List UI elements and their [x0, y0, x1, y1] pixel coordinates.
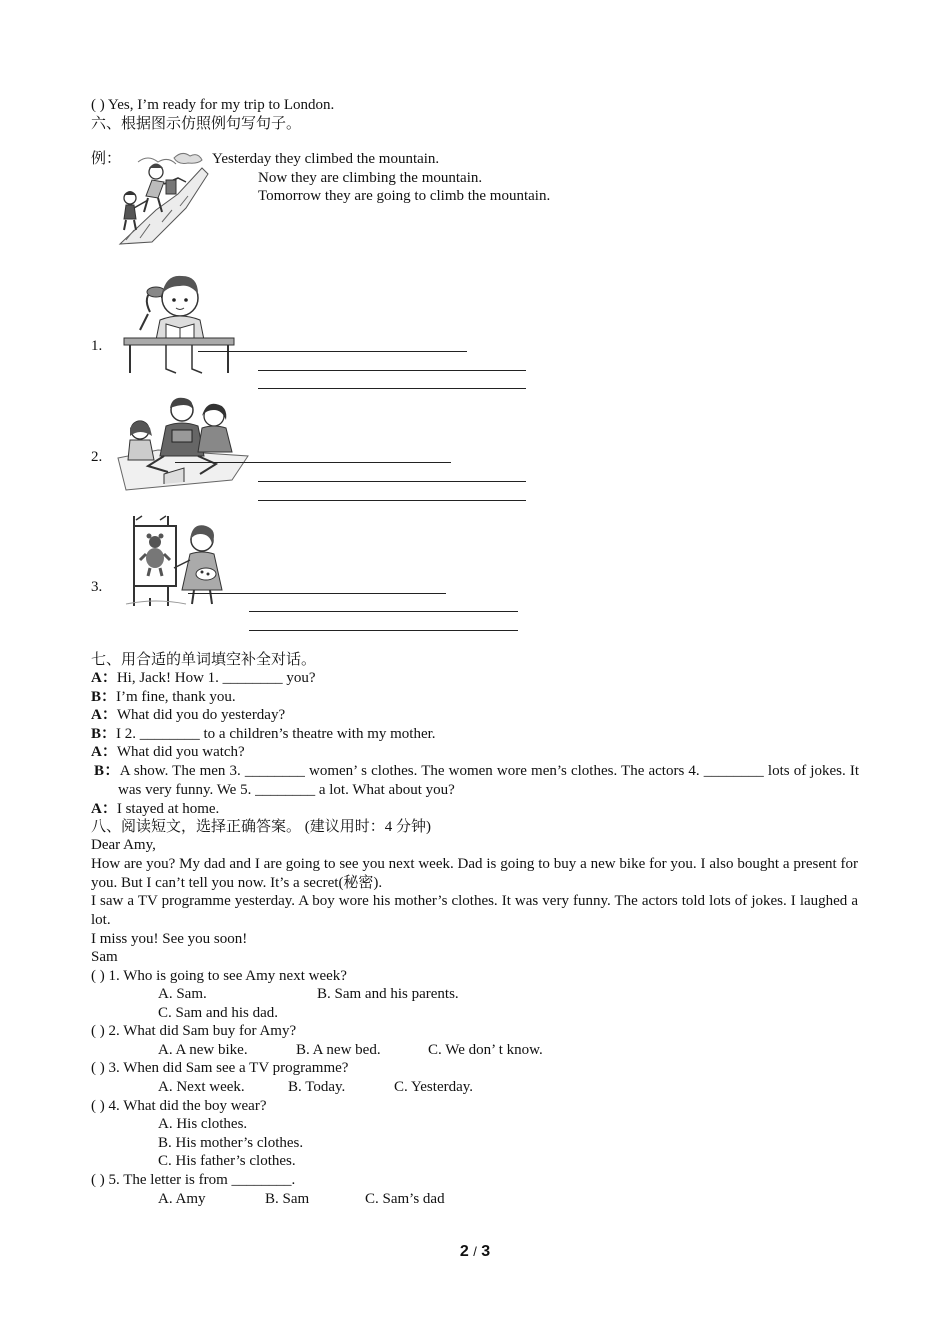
dialogue-line-1 — [91, 669, 316, 687]
question-2: ( ) 2. What did Sam buy for Amy? — [91, 1023, 297, 1039]
dialogue-text: Hi, Jack! How 1. ________ you? — [116, 670, 316, 686]
option-2a[interactable]: A. A new bike. — [158, 1042, 248, 1058]
page-separator: / — [473, 1244, 477, 1259]
example-label: 例： — [91, 151, 122, 167]
item-3-label: 3. — [91, 579, 103, 595]
answer-line-3c[interactable] — [249, 630, 518, 631]
letter-signature: Sam — [91, 949, 118, 965]
answer-line-1a[interactable] — [198, 351, 467, 352]
letter-paragraph-3: I miss you! See you soon! — [91, 931, 248, 947]
dialogue-text: I’m fine, thank you. — [116, 689, 236, 705]
speaker: A： — [91, 744, 117, 760]
dialogue-text: I stayed at home. — [116, 801, 220, 817]
family-picnic-illustration — [114, 396, 252, 496]
question-5: ( ) 5. The letter is from ________. — [91, 1172, 296, 1188]
dialogue-text: I 2. ________ to a children’s theatre with my mother. — [116, 726, 436, 742]
total-pages: 3 — [481, 1243, 491, 1260]
question-4: ( ) 4. What did the boy wear? — [91, 1098, 267, 1114]
option-5c[interactable]: C. Sam’s dad — [365, 1191, 445, 1207]
speaker: B： — [94, 763, 120, 779]
item-1-label: 1. — [91, 338, 103, 354]
answer-line-2c[interactable] — [258, 500, 526, 501]
answer-line-3a[interactable] — [188, 593, 446, 594]
option-1c[interactable]: C. Sam and his dad. — [158, 1005, 278, 1021]
example-sentence-2: Now they are climbing the mountain. — [258, 170, 483, 186]
option-3a[interactable]: A. Next week. — [158, 1079, 245, 1095]
dialogue-text: A show. The men 3. ________ women’ s clothes. The women wore men’s clothes. The actors 4. ________ lots of jokes. It was very funny. We 5. ________ a lot. What about you? — [118, 763, 859, 798]
question-1: ( ) 1. Who is going to see Amy next week? — [91, 968, 347, 984]
dialogue-line-7 — [91, 800, 219, 818]
page-number — [0, 1243, 950, 1261]
current-page: 2 — [459, 1243, 469, 1260]
option-3b[interactable]: B. Today. — [288, 1079, 346, 1095]
option-5a[interactable]: A. Amy — [158, 1191, 206, 1207]
question-3: ( ) 3. When did Sam see a TV programme? — [91, 1060, 349, 1076]
dialogue-line-2 — [91, 688, 236, 706]
dialogue-line-5 — [91, 743, 245, 761]
section6-heading: 六、根据图示仿照例句写句子。 — [91, 116, 302, 132]
option-3c[interactable]: C. Yesterday. — [394, 1079, 474, 1095]
speaker: A： — [91, 801, 117, 817]
option-1b[interactable]: B. Sam and his parents. — [317, 986, 459, 1002]
dialogue-text: What did you do yesterday? — [116, 707, 286, 723]
speaker: B： — [91, 689, 117, 705]
item-2-label: 2. — [91, 449, 103, 465]
option-2c[interactable]: C. We don’ t know. — [428, 1042, 543, 1058]
speaker: A： — [91, 707, 117, 723]
dialogue-line-6 — [94, 762, 859, 799]
speaker: A： — [91, 670, 117, 686]
letter-paragraph-1: How are you? My dad and I are going to see you next week. Dad is going to buy a new bike for you. I also bought a present for you. But I can’t tell you now. It’s a secret(秘密). — [91, 856, 858, 891]
option-5b[interactable]: B. Sam — [265, 1191, 310, 1207]
speaker: B： — [91, 726, 117, 742]
reading-boy-illustration — [120, 272, 236, 376]
prev-question-line: ( ) Yes, I’m ready for my trip to London. — [91, 97, 335, 113]
option-2b[interactable]: B. A new bed. — [296, 1042, 381, 1058]
option-4c[interactable]: C. His father’s clothes. — [158, 1153, 296, 1169]
dialogue-line-4 — [91, 725, 436, 743]
option-4a[interactable]: A. His clothes. — [158, 1116, 248, 1132]
dialogue-line-3 — [91, 706, 285, 724]
climbing-illustration — [116, 150, 216, 246]
answer-line-2a[interactable] — [175, 462, 451, 463]
answer-line-2b[interactable] — [258, 481, 526, 482]
section7-heading: 七、用合适的单词填空补全对话。 — [91, 652, 317, 668]
letter-greeting: Dear Amy, — [91, 837, 156, 853]
example-sentence-1: Yesterday they climbed the mountain. — [212, 151, 440, 167]
answer-line-3b[interactable] — [249, 611, 518, 612]
answer-line-1c[interactable] — [258, 388, 526, 389]
option-1a[interactable]: A. Sam. — [158, 986, 207, 1002]
example-sentence-3: Tomorrow they are going to climb the mountain. — [258, 188, 551, 204]
dialogue-text: What did you watch? — [116, 744, 245, 760]
option-4b[interactable]: B. His mother’s clothes. — [158, 1135, 304, 1151]
section8-heading: 八、阅读短文，选择正确答案。 (建议用时：4 分钟) — [91, 819, 431, 835]
letter-paragraph-2: I saw a TV programme yesterday. A boy wore his mother’s clothes. It was very funny. The actors told lots of jokes. I laughed a lot. — [91, 893, 858, 928]
answer-line-1b[interactable] — [258, 370, 526, 371]
